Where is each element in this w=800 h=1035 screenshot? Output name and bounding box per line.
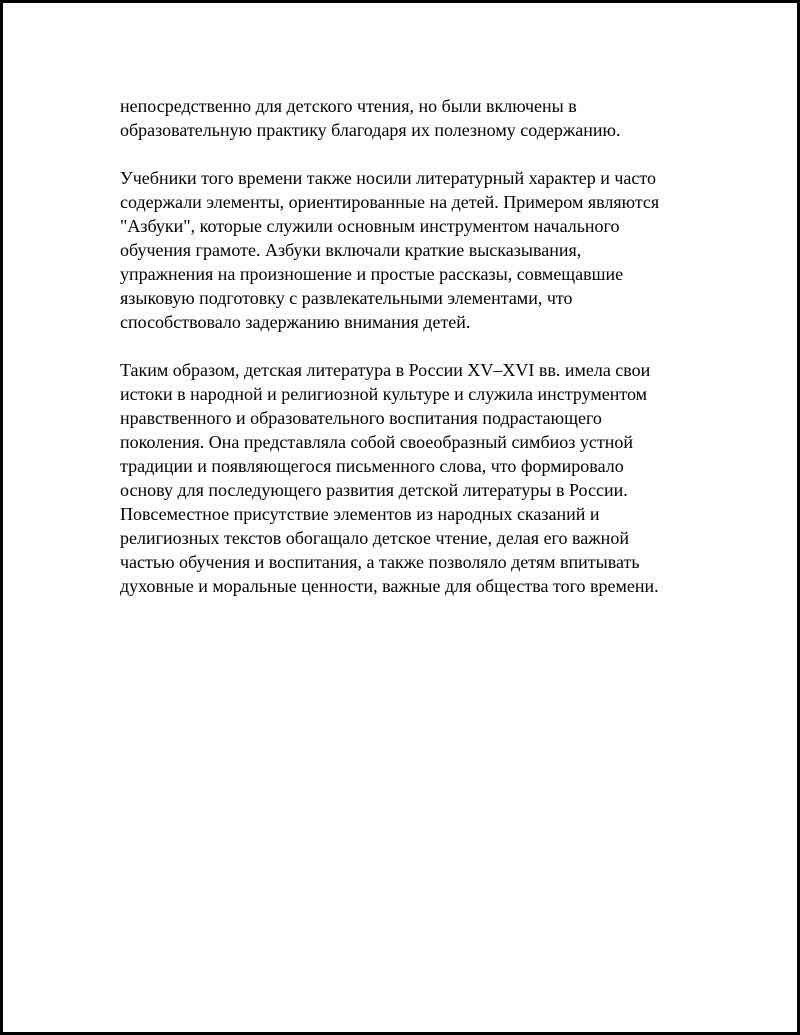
paragraph-1: непосредственно для детского чтения, но были включены в образовательную практику благодаря их полезному содержанию. [120, 96, 621, 140]
document-body [120, 94, 700, 622]
paragraph-2: Учебники того времени также носили литературный характер и часто содержали элементы, ориентированные на детей. Примером являются "Азбуки", которые служили основным инструментом начального обучения грамоте. Азбуки включали краткие высказывания, упражнения на произношение и простые рассказы, совмещавшие языковую подготовку с развлекательными элементами, что способствовало задержанию внимания детей. [120, 168, 660, 332]
paragraph-3: Таким образом, детская литература в России XV–XVI вв. имела свои истоки в народной и религиозной культуре и служила инструментом нравственного и образовательного воспитания подрастающего поколения. Она представляла собой своеобразный симбиоз устной традиции и появляющегося письменного слова, что формировало основу для последующего развития детской литературы в России. Повсеместное присутствие элементов из народных сказаний и религиозных текстов обогащало детское чтение, делая его важной частью обучения и воспитания, а также позволяло детям впитывать духовные и моральные ценности, важные для общества того времени. [120, 360, 659, 596]
